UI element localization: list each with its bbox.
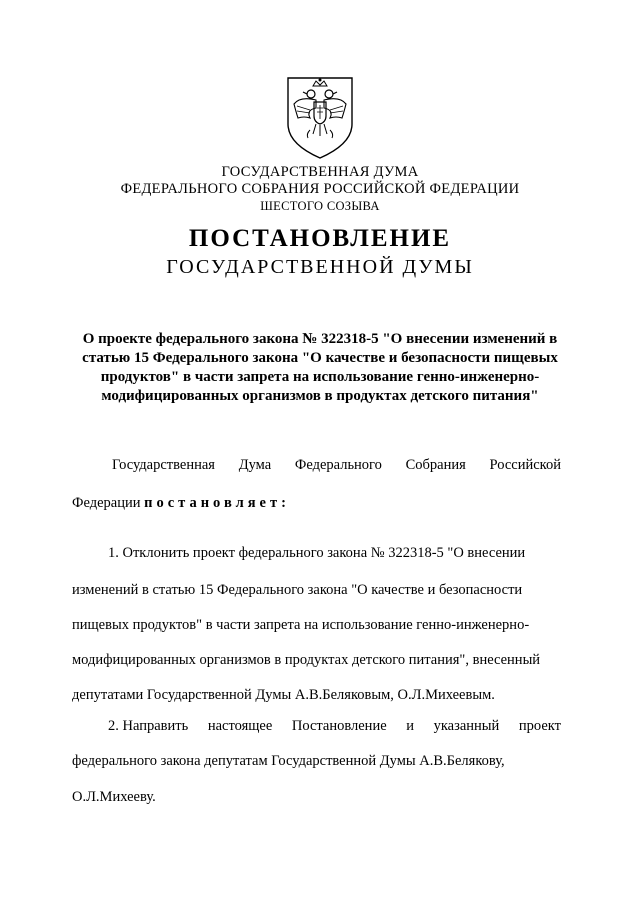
intro-word: Российской xyxy=(489,457,561,473)
item-1-line: модифицированных организмов в продуктах детского питания", внесенный xyxy=(72,652,541,668)
coat-of-arms-icon xyxy=(280,72,360,162)
item-2-word: Постановление xyxy=(291,718,387,734)
header-line-convocation: ШЕСТОГО СОЗЫВА xyxy=(260,199,380,213)
header-line-duma: ГОСУДАРСТВЕННАЯ ДУМА xyxy=(221,164,419,180)
header-line-assembly: ФЕДЕРАЛЬНОГО СОБРАНИЯ РОССИЙСКОЙ ФЕДЕРАЦИИ xyxy=(120,181,520,197)
item-2-word: и xyxy=(406,718,414,734)
item-2-line: федерального закона депутатам Государственной Думы А.В.Белякову, xyxy=(72,753,505,769)
item-1-line: 1. Отклонить проект федерального закона № 322318-5 "О внесении xyxy=(108,545,526,561)
intro-text: Федерации xyxy=(72,495,141,511)
subject-line: статью 15 Федерального закона "О качестве и безопасности пищевых xyxy=(82,350,558,366)
item-1-line: изменений в статью 15 Федерального закона "О качестве и безопасности xyxy=(72,582,523,598)
item-2-word: проект xyxy=(518,718,561,734)
subject-line: О проекте федерального закона № 322318-5 "О внесении изменений в xyxy=(82,331,558,347)
subject-line: продуктов" в части запрета на использование генно-инженерно- xyxy=(100,369,540,385)
document-subject xyxy=(70,330,570,406)
item-2-line xyxy=(108,717,561,735)
document-issuer-title: ГОСУДАРСТВЕННОЙ ДУМЫ xyxy=(166,256,474,278)
item-2-word: указанный xyxy=(433,718,500,734)
item-2-line: О.Л.Михееву. xyxy=(72,789,156,805)
item-1-line: пищевых продуктов" в части запрета на использование генно-инженерно- xyxy=(72,617,530,633)
intro-resolves: постановляет: xyxy=(144,495,290,511)
intro-word: Государственная xyxy=(112,457,215,473)
item-1-line: депутатами Государственной Думы А.В.Беляковым, О.Л.Михеевым. xyxy=(72,687,495,703)
intro-paragraph-line xyxy=(72,494,561,512)
issuer-header xyxy=(0,164,640,215)
intro-paragraph-line xyxy=(112,456,561,474)
intro-word: Дума xyxy=(238,457,272,473)
item-2-word: 2. Направить xyxy=(108,718,189,734)
subject-line: модифицированных организмов в продуктах детского питания" xyxy=(101,388,539,404)
intro-word: Федерального xyxy=(294,457,382,473)
item-2-word: настоящее xyxy=(207,718,273,734)
document-type-title: ПОСТАНОВЛЕНИЕ xyxy=(188,225,452,252)
intro-word: Собрания xyxy=(405,457,466,473)
